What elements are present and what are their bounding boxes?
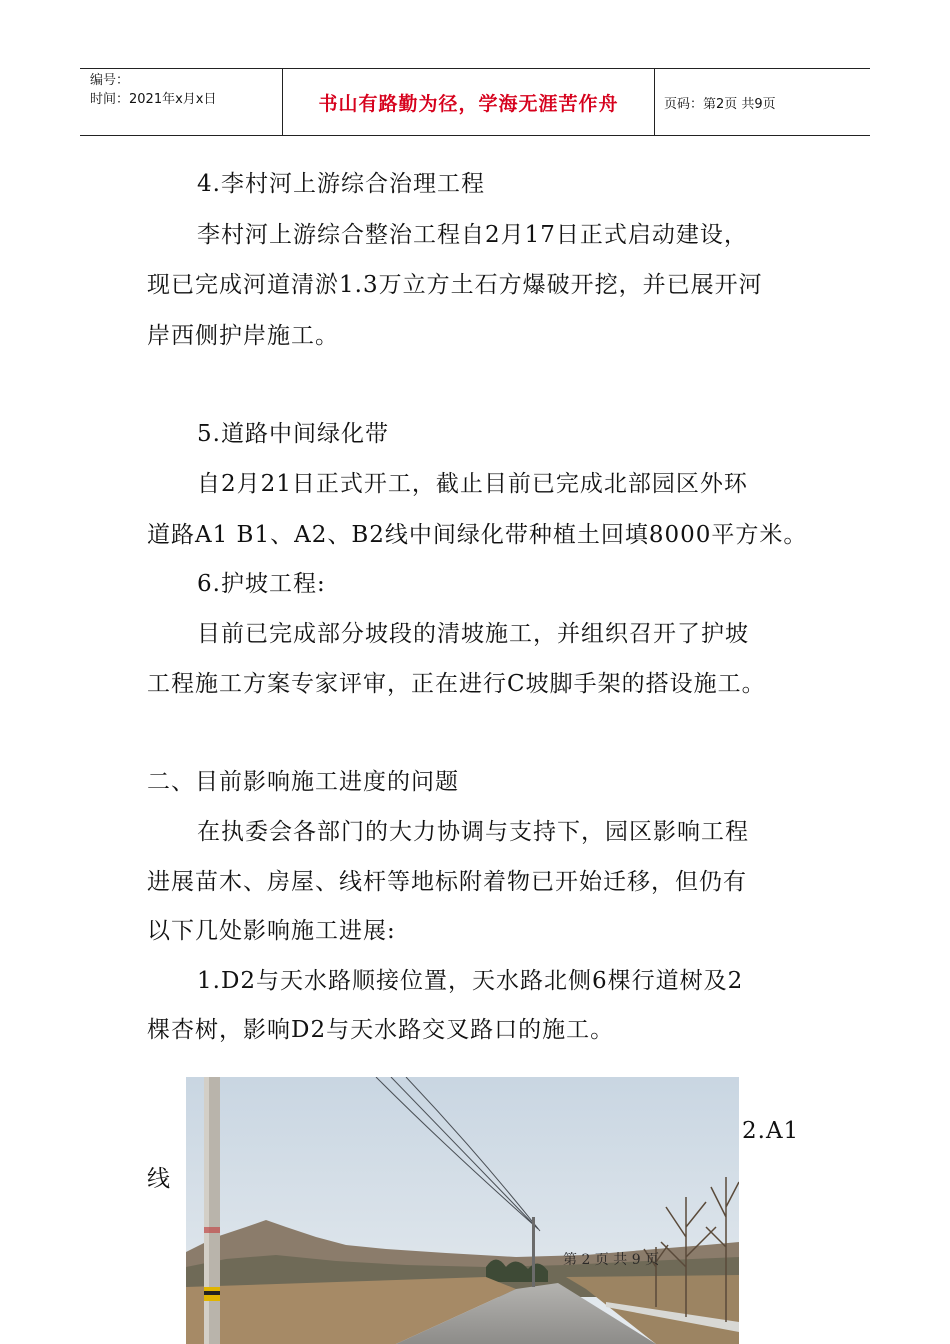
issue-1-line: 1.D2与天水路顺接位置，天水路北侧6棵行道树及2 xyxy=(197,968,744,994)
paragraph-line: 道路A1 B1、A2、B2线中间绿化带种植土回填8000平方米。 xyxy=(147,522,808,548)
paragraph-line: 现已完成河道清淤1.3万立方土石方爆破开挖，并已展开河 xyxy=(147,272,763,298)
header-divider xyxy=(654,69,655,135)
site-photo xyxy=(186,1077,739,1344)
issue-2-label-continued: 线 xyxy=(147,1166,171,1192)
issue-2-label: 2.A1 xyxy=(742,1118,800,1144)
section-6-title: 6.护坡工程: xyxy=(197,571,326,597)
page-footer-number: 第 2 页 共 9 页 xyxy=(563,1252,660,1268)
header-page-info: 页码：第2页 共9页 xyxy=(664,96,776,112)
paragraph-line: 进展苗木、房屋、线杆等地标附着物已开始迁移，但仍有 xyxy=(147,869,747,895)
paragraph-line: 棵杏树，影响D2与天水路交叉路口的施工。 xyxy=(147,1017,615,1043)
paragraph-line: 岸西侧护岸施工。 xyxy=(147,323,339,349)
paragraph-line: 目前已完成部分坡段的清坡施工，并组织召开了护坡 xyxy=(197,621,749,647)
paragraph-line: 以下几处影响施工进展: xyxy=(147,918,396,944)
section-5-title: 5.道路中间绿化带 xyxy=(197,421,389,447)
paragraph-line: 在执委会各部门的大力协调与支持下，园区影响工程 xyxy=(197,819,749,845)
section-4-title: 4.李村河上游综合治理工程 xyxy=(197,171,485,197)
paragraph-line: 李村河上游综合整治工程自2月17日正式启动建设， xyxy=(197,222,748,248)
page-header xyxy=(80,68,870,136)
paragraph-line: 工程施工方案专家评审，正在进行C坡脚手架的搭设施工。 xyxy=(147,671,766,697)
paragraph-line: 自2月21日正式开工，截止目前已完成北部园区外环 xyxy=(197,471,748,497)
header-motto: 书山有路勤为径，学海无涯苦作舟 xyxy=(318,92,619,115)
document-number-label: 编号： xyxy=(90,73,130,88)
document-time-label: 时间：2021年x月x日 xyxy=(90,92,217,107)
part-2-heading: 二、目前影响施工进度的问题 xyxy=(147,769,459,795)
